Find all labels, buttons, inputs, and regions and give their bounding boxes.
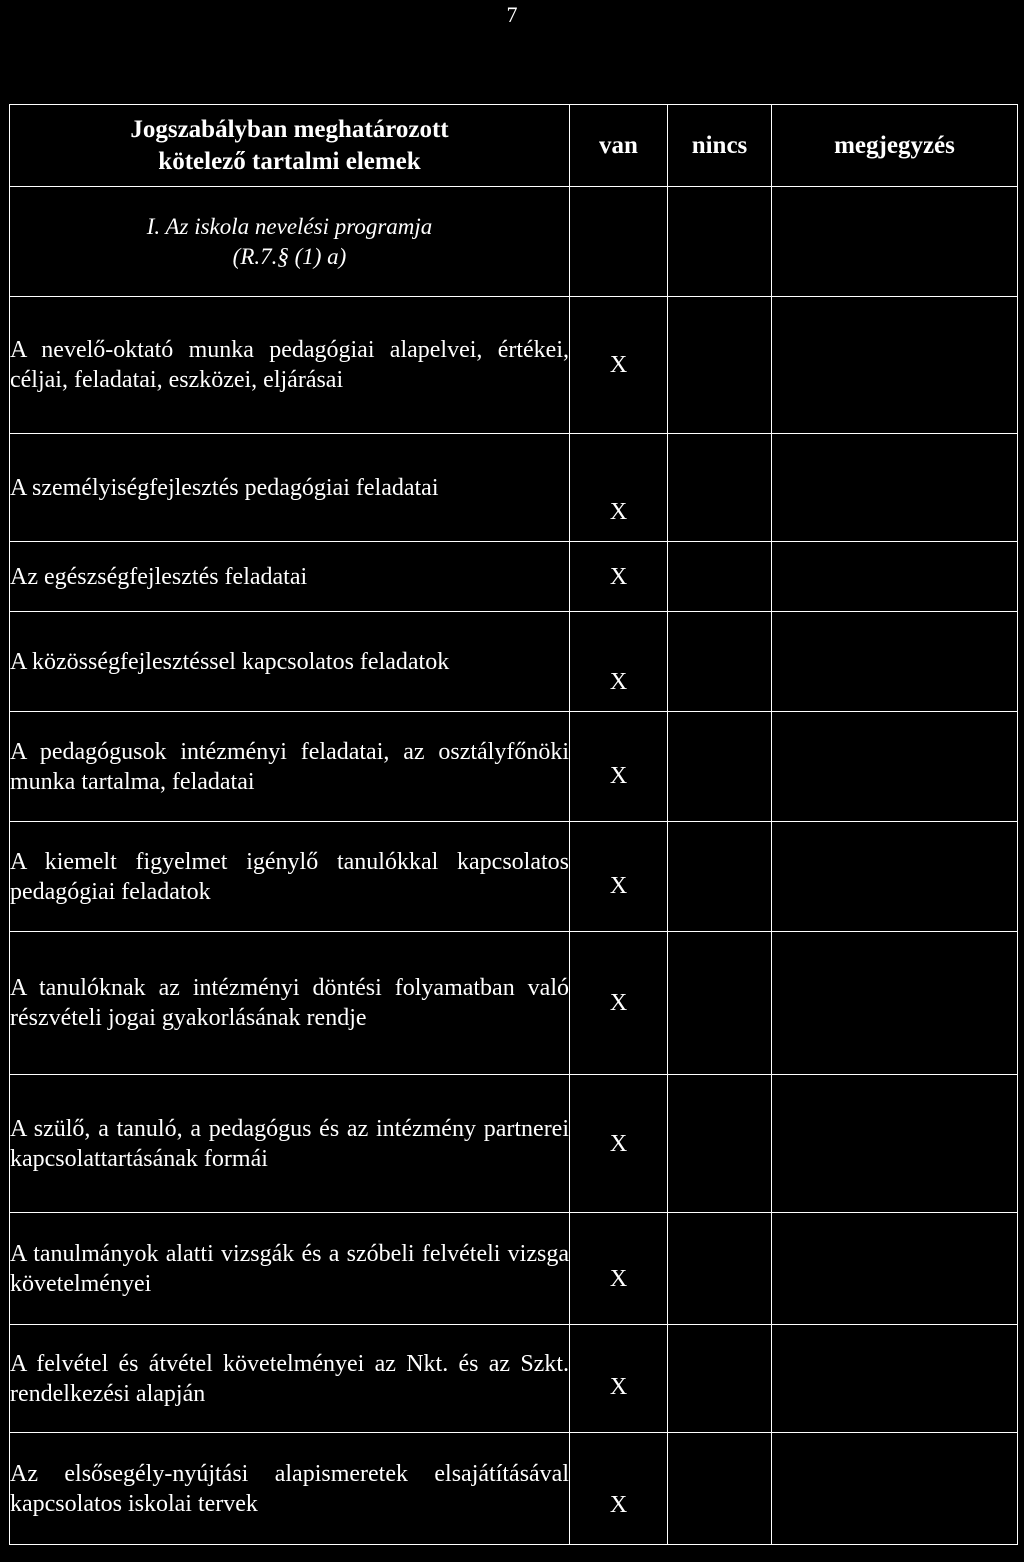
row-text: Az elsősegély-nyújtási alapismeretek elsajátításával kapcsolatos iskolai tervek — [10, 1433, 570, 1545]
van-mark: X — [570, 297, 668, 434]
van-mark: X — [570, 542, 668, 612]
nincs-mark — [668, 1213, 772, 1325]
header-elements-line2: kötelező tartalmi elemek — [158, 147, 421, 175]
header-van: van — [570, 105, 668, 187]
section-van-cell — [570, 187, 668, 297]
nincs-mark — [668, 932, 772, 1075]
table-row — [10, 1213, 1018, 1325]
row-text: A tanulóknak az intézményi döntési folyamatban való részvételi jogai gyakorlásának rendje — [10, 932, 570, 1075]
note-cell — [772, 297, 1018, 434]
nincs-mark — [668, 1433, 772, 1545]
table-row — [10, 297, 1018, 434]
van-mark: X — [570, 434, 668, 542]
table-row — [10, 932, 1018, 1075]
row-text: A felvétel és átvétel követelményei az Nkt. és az Szkt. rendelkezési alapján — [10, 1325, 570, 1433]
header-required-elements — [10, 105, 570, 187]
header-megjegyzes: megjegyzés — [772, 105, 1018, 187]
row-text: Az egészségfejlesztés feladatai — [10, 542, 570, 612]
note-cell — [772, 932, 1018, 1075]
table-row — [10, 542, 1018, 612]
header-elements-line1: Jogszabályban meghatározott — [130, 115, 449, 143]
table-row — [10, 1433, 1018, 1545]
section-title-line1: I. Az iskola nevelési programja — [146, 213, 433, 239]
note-cell — [772, 1075, 1018, 1213]
note-cell — [772, 434, 1018, 542]
van-mark: X — [570, 1075, 668, 1213]
van-mark: X — [570, 822, 668, 932]
van-mark: X — [570, 1325, 668, 1433]
table-row — [10, 712, 1018, 822]
note-cell — [772, 612, 1018, 712]
nincs-mark — [668, 1075, 772, 1213]
table-row — [10, 434, 1018, 542]
nincs-mark — [668, 822, 772, 932]
section-row — [10, 187, 1018, 297]
row-text: A pedagógusok intézményi feladatai, az osztályfőnöki munka tartalma, feladatai — [10, 712, 570, 822]
note-cell — [772, 1325, 1018, 1433]
section-title-line2: (R.7.§ (1) a) — [232, 243, 347, 269]
section-nincs-cell — [668, 187, 772, 297]
van-mark: X — [570, 932, 668, 1075]
nincs-mark — [668, 712, 772, 822]
nincs-mark — [668, 1325, 772, 1433]
row-text: A nevelő-oktató munka pedagógiai alapelvei, értékei, céljai, feladatai, eszközei, eljárásai — [10, 297, 570, 434]
row-text: A tanulmányok alatti vizsgák és a szóbeli felvételi vizsga követelményei — [10, 1213, 570, 1325]
note-cell — [772, 1433, 1018, 1545]
van-mark: X — [570, 712, 668, 822]
row-text: A kiemelt figyelmet igénylő tanulókkal kapcsolatos pedagógiai feladatok — [10, 822, 570, 932]
van-mark: X — [570, 1433, 668, 1545]
nincs-mark — [668, 434, 772, 542]
note-cell — [772, 1213, 1018, 1325]
table-row — [10, 612, 1018, 712]
section-title — [10, 187, 570, 297]
table-row — [10, 1325, 1018, 1433]
nincs-mark — [668, 297, 772, 434]
table-row — [10, 822, 1018, 932]
table-row — [10, 1075, 1018, 1213]
header-row — [10, 105, 1018, 187]
row-text: A közösségfejlesztéssel kapcsolatos feladatok — [10, 612, 570, 712]
van-mark: X — [570, 1213, 668, 1325]
page-number: 7 — [506, 2, 518, 27]
note-cell — [772, 712, 1018, 822]
requirements-checklist-table — [9, 104, 1018, 1545]
header-nincs: nincs — [668, 105, 772, 187]
nincs-mark — [668, 542, 772, 612]
note-cell — [772, 822, 1018, 932]
note-cell — [772, 542, 1018, 612]
row-text: A szülő, a tanuló, a pedagógus és az intézmény partnerei kapcsolattartásának formái — [10, 1075, 570, 1213]
van-mark: X — [570, 612, 668, 712]
nincs-mark — [668, 612, 772, 712]
section-note-cell — [772, 187, 1018, 297]
row-text: A személyiségfejlesztés pedagógiai feladatai — [10, 434, 570, 542]
